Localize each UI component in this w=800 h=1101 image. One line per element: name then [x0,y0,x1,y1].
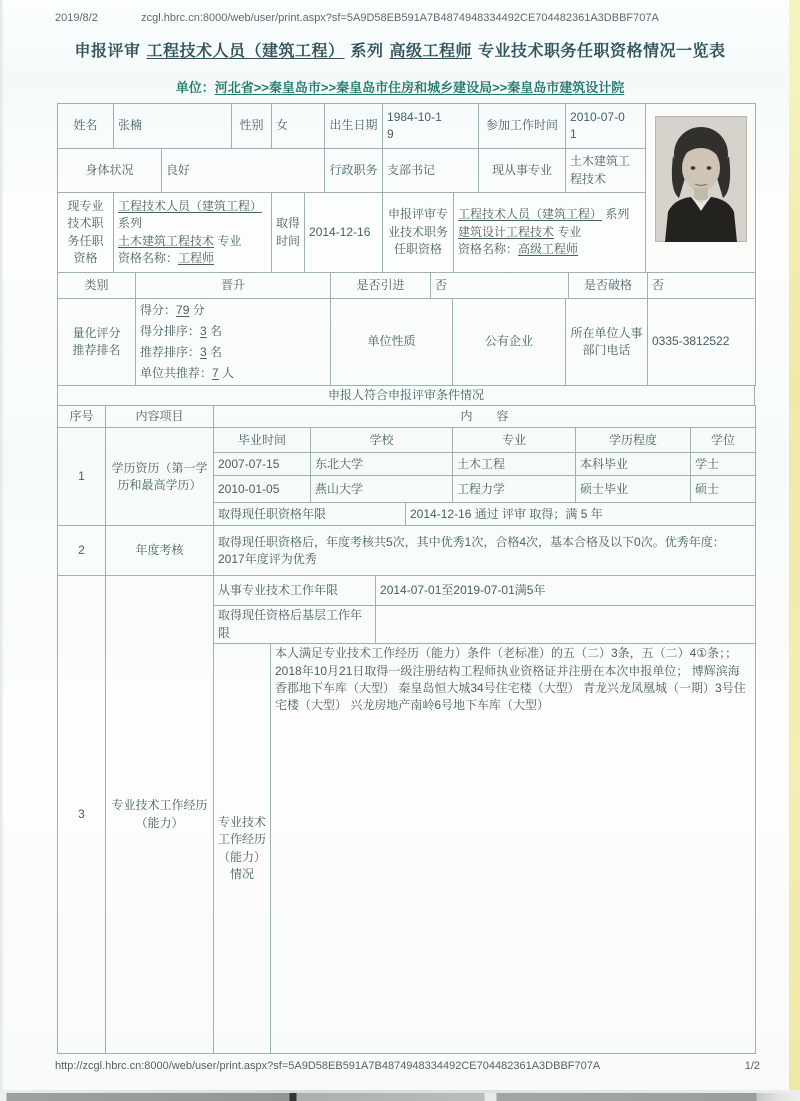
birth-value: 1984-10-19 [383,104,479,149]
experience-detail-text: 本人满足专业技术工作经历（能力）条件（老标准）的五（二）3条，五（二）4①条；；2018年10月21日取得一级注册结构工程师执业资格证并注册在本次申报单位； 博辉滨海香郡地下车库（大型） 秦皇岛恒大城34号住宅楼（大型） 青龙兴龙凤凰城（一期）3号住宅楼（大型） 兴龙房地产南岭6号地下车库（大型） [271,644,756,1054]
photo-cell [646,104,756,273]
page-number: 1/2 [744,1060,760,1072]
admin-label: 行政职务 [325,149,383,193]
exception-label: 是否破格 [569,273,648,299]
conditions-section-title: 申报人符合申报评审条件情况 [58,386,755,406]
edu-header-degree: 学位 [691,428,756,453]
edu-degree: 学士 [691,453,756,476]
title-mid: 系列 [350,43,384,60]
score-table [57,298,756,386]
unit-type-label: 单位性质 [331,299,453,386]
annual-review-block [57,525,756,576]
print-url: zcgl.hbrc.cn:8000/web/user/print.aspx?sf=5A9D58EB591A7B4874948334492CE704482361A3DBBF707A [141,12,659,24]
row3-item: 专业技术工作经历（能力） [106,576,214,1054]
base-years-value [376,606,756,644]
gender-value: 女 [272,104,325,149]
hr-phone-label: 所在单位人事部门电话 [566,299,648,386]
work-start-value: 2010-07-01 [566,104,646,149]
score-line: 推荐排序：3 名 [140,345,223,359]
conditions-section [57,385,755,406]
apply-title-detail: 工程技术人员（建筑工程） 系列 建筑设计工程技术 专业 资格名称：高级工程师 [454,193,646,273]
score-line: 单位共推荐：7 人 [140,366,235,380]
category-value: 晋升 [136,273,331,299]
score-detail [136,299,331,386]
row2-item: 年度考核 [106,526,214,576]
current-title-detail: 工程技术人员（建筑工程） 系列 土木建筑工程技术 专业 资格名称：工程师 [114,193,272,273]
work-experience-block [57,575,756,1054]
page-right-edge-strip [789,0,800,1101]
edu-header-school: 学校 [311,428,453,453]
print-header [0,12,800,24]
education-block [57,427,756,526]
edu-grad-date: 2010-01-05 [214,476,311,503]
edu-major: 土木工程 [453,453,576,476]
name-value: 张楠 [114,104,232,149]
current-title-label: 现专业技术职务任职资格 [58,193,114,273]
unit-line [0,77,800,96]
form-title [0,38,800,61]
col-content: 内 容 [214,406,756,428]
category-table [57,272,756,299]
row2-no: 2 [58,526,106,576]
edu-degree-level: 本科毕业 [576,453,691,476]
admin-value: 支部书记 [383,149,479,193]
name-label: 姓名 [58,104,114,149]
row1-item: 学历资历（第一学历和最高学历） [106,428,214,526]
edu-header-grad-date: 毕业时间 [214,428,311,453]
title-series: 工程技术人员（建筑工程） [146,43,345,60]
edu-grad-date: 2007-07-15 [214,453,311,476]
conditions-header [57,405,756,428]
row3-no: 3 [58,576,106,1054]
profession-label: 现从事专业 [479,149,566,193]
edu-school: 燕山大学 [311,476,453,503]
print-footer [55,1060,760,1072]
page-left-edge-shade [0,0,4,1101]
unit-path: 河北省>>秦皇岛市>>秦皇岛市住房和城乡建设局>>秦皇岛市建筑设计院 [214,80,625,95]
unit-type-value: 公有企业 [453,299,566,386]
applicant-photo [655,116,747,242]
qualification-form [57,103,755,1054]
apply-title-label: 申报评审专业技术职务任职资格 [383,193,454,273]
work-years-label: 从事专业技术工作年限 [214,576,376,606]
profession-value: 土木建筑工程技术 [566,149,646,193]
health-label: 身体状况 [58,149,162,193]
import-label: 是否引进 [331,273,431,299]
import-value: 否 [431,273,569,299]
exception-value: 否 [648,273,756,299]
scanner-edge-artifact [0,1093,800,1101]
hr-phone-value: 0335-3812522 [648,299,756,386]
edu-degree: 硕士 [691,476,756,503]
work-years-value: 2014-07-01至2019-07-01满5年 [376,576,756,606]
score-line: 得分排序：3 名 [140,324,223,338]
unit-label: 单位： [175,80,215,95]
experience-detail-label: 专业技术工作经历（能力）情况 [214,644,271,1054]
birth-label: 出生日期 [325,104,383,149]
score-label: 量化评分 推荐排名 [58,299,136,386]
basic-info-table [57,103,756,273]
title-suffix: 专业技术职务任职资格情况一览表 [478,43,726,60]
tenure-value: 2014-12-16 通过 评审 取得；满 5 年 [406,503,756,526]
edu-header-degree-level: 学历程度 [576,428,691,453]
obtain-date-label: 取得时间 [272,193,305,273]
health-value: 良好 [162,149,325,193]
title-level: 高级工程师 [389,43,473,60]
col-item: 内容项目 [106,406,214,428]
edu-header-major: 专业 [453,428,576,453]
obtain-date-value: 2014-12-16 [305,193,383,273]
work-start-label: 参加工作时间 [479,104,566,149]
edu-major: 工程力学 [453,476,576,503]
base-years-label: 取得现任资格后基层工作年限 [214,606,376,644]
edu-school: 东北大学 [311,453,453,476]
row2-content: 取得现任职资格后，年度考核共5次，其中优秀1次，合格4次，基本合格及以下0次。优秀年度：2017年度评为优秀 [214,526,756,576]
gender-label: 性别 [232,104,272,149]
score-line: 得分：79 分 [140,303,205,317]
footer-url: http://zcgl.hbrc.cn:8000/web/user/print.aspx?sf=5A9D58EB591A7B4874948334492CE704482361A3DBBF707A [55,1060,601,1072]
title-prefix: 申报评审 [74,43,141,60]
col-no: 序号 [58,406,106,428]
category-label: 类别 [58,273,136,299]
tenure-label: 取得现任职资格年限 [214,503,406,526]
row1-no: 1 [58,428,106,526]
print-date: 2019/8/2 [55,12,98,24]
edu-degree-level: 硕士毕业 [576,476,691,503]
